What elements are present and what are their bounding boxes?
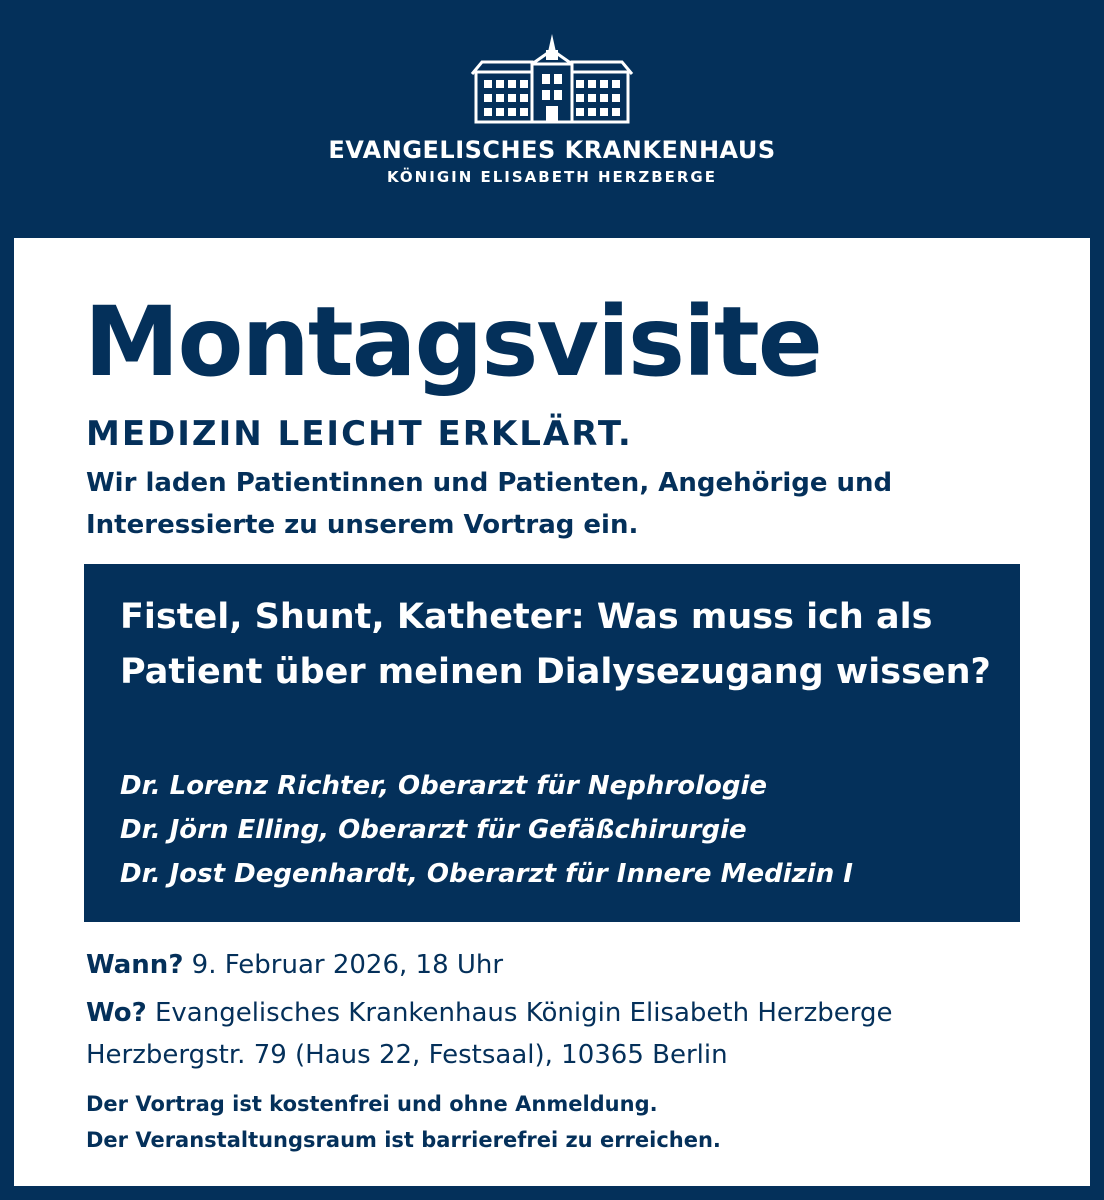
where-value-line2: Herzbergstr. 79 (Haus 22, Festsaal), 10365 Berlin <box>86 1040 728 1070</box>
event-tagline: MEDIZIN LEICHT ERKLÄRT. <box>86 414 633 454</box>
event-notes <box>86 1086 1046 1158</box>
note-line: Der Vortrag ist kostenfrei und ohne Anmeldung. <box>86 1092 658 1116</box>
header-banner <box>0 0 1104 236</box>
content-panel <box>14 238 1090 1186</box>
speaker-item: Dr. Jost Degenhardt, Oberarzt für Innere Medizin I <box>120 859 853 889</box>
speaker-item: Dr. Lorenz Richter, Oberarzt für Nephrologie <box>120 771 768 801</box>
when-value: 9. Februar 2026, 18 Uhr <box>191 950 504 980</box>
event-date-line <box>86 944 503 986</box>
where-label: Wo? <box>86 998 147 1028</box>
event-location <box>86 992 1046 1076</box>
event-title: Montagsvisite <box>84 286 821 398</box>
note-line: Der Veranstaltungsraum ist barrierefrei zu erreichen. <box>86 1128 721 1152</box>
talk-box <box>84 564 1020 922</box>
organization-subname: KÖNIGIN ELISABETH HERZBERGE <box>386 168 717 186</box>
hospital-building-icon <box>470 34 634 130</box>
speaker-item: Dr. Jörn Elling, Oberarzt für Gefäßchirurgie <box>120 815 747 845</box>
event-intro: Wir laden Patientinnen und Patienten, Angehörige und Interessierte zu unserem Vortrag ein. <box>86 468 893 540</box>
talk-title: Fistel, Shunt, Katheter: Was muss ich als Patient über meinen Dialysezugang wissen? <box>120 597 991 692</box>
organization-name: EVANGELISCHES KRANKENHAUS <box>328 136 776 164</box>
where-value-line1: Evangelisches Krankenhaus Königin Elisabeth Herzberge <box>154 998 893 1028</box>
speaker-list <box>120 764 1000 896</box>
when-label: Wann? <box>86 950 184 980</box>
